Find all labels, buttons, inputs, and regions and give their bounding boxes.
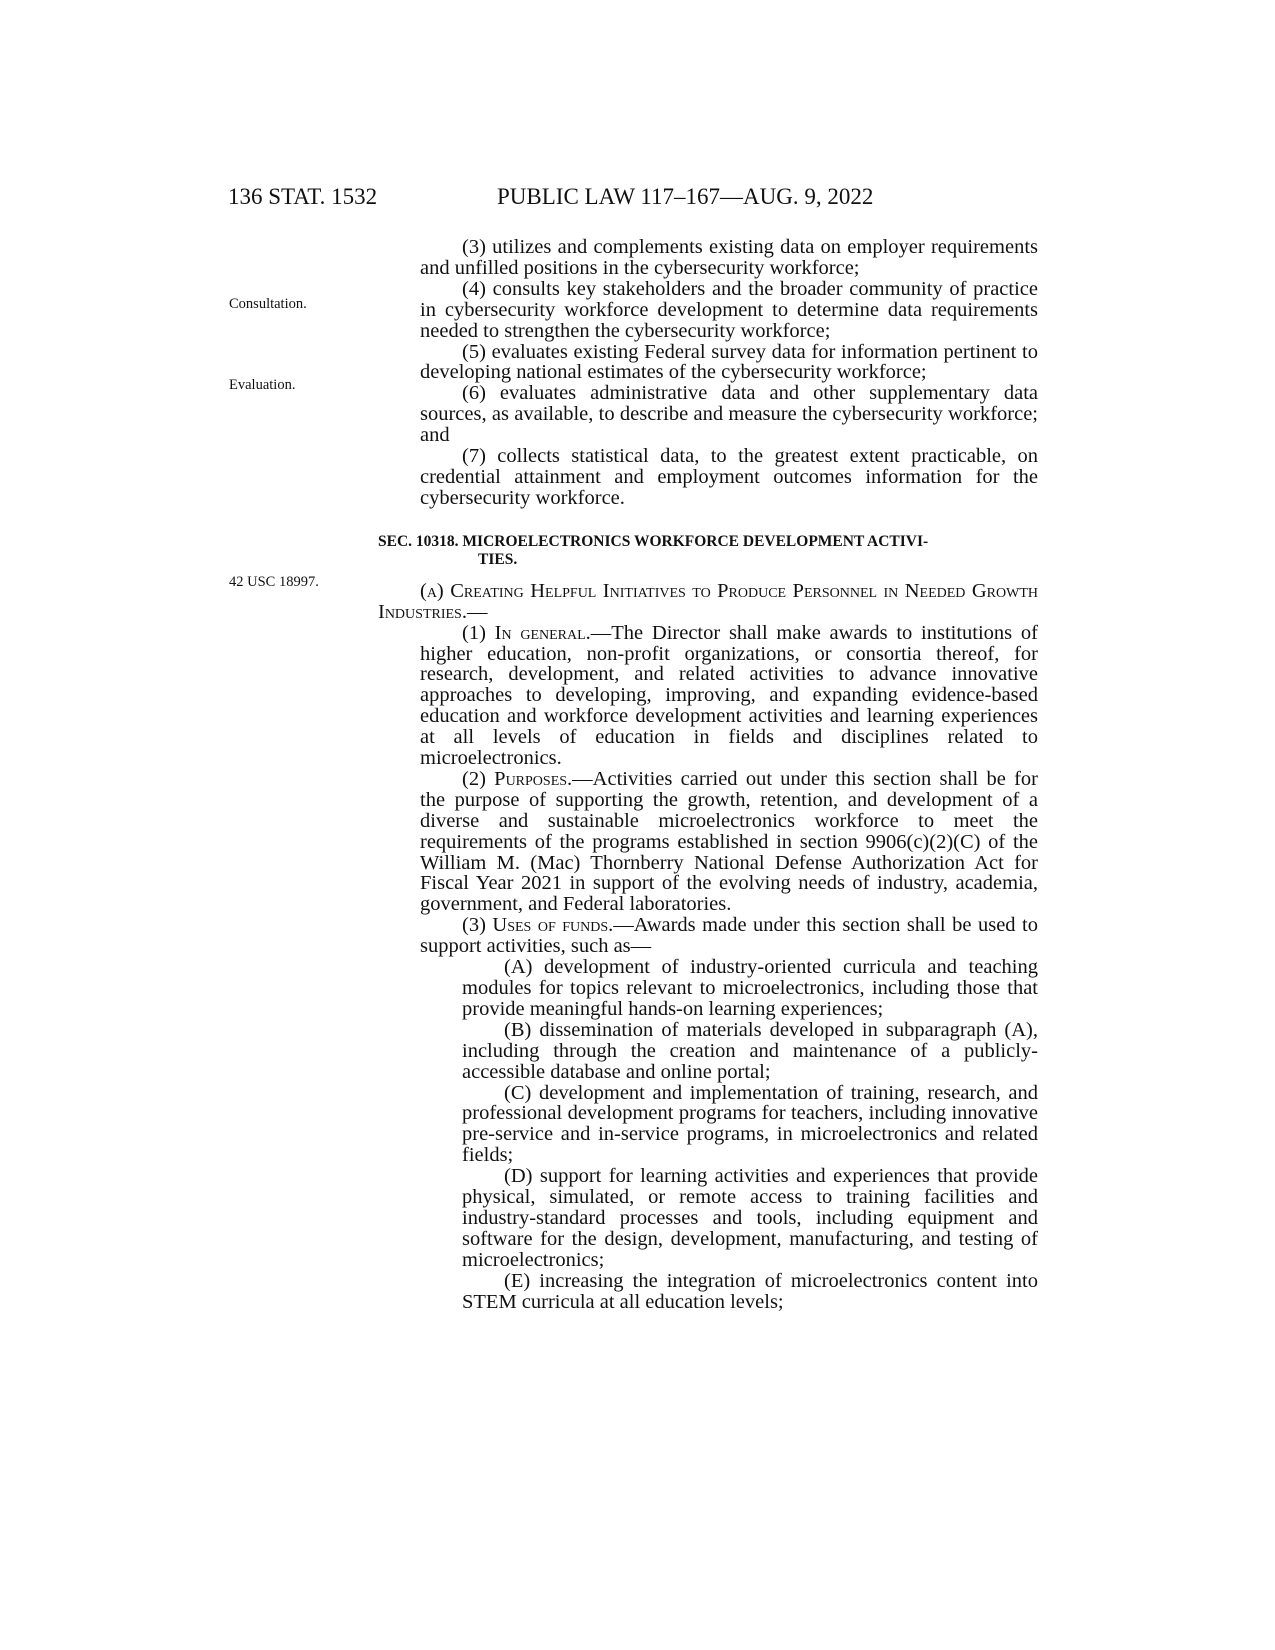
paragraph-a2 — [378, 769, 1038, 915]
paragraph-7: (7) collects statistical data, to the greatest extent practicable, on credential attainment and employment outcomes information for the cybersecurity workforce. — [420, 445, 1038, 509]
subparagraph-B: (B) dissemination of materials developed in subparagraph (A), including through the creation and maintenance of a publicly-accessible database and online portal; — [462, 1018, 1038, 1083]
paragraph-a1-text: The Director shall make awards to institutions of higher education, non-profit organizations, or consortia thereof, for research, development, and related activities to advance innovative approaches to developing, improving, and expanding evidence-based education and workforce development activities and learning experiences at all levels of education in fields and disciplines related to microelectronics. — [420, 621, 1038, 770]
subparagraph-E: (E) increasing the integration of microelectronics content into STEM curricula at all education levels; — [462, 1269, 1038, 1313]
document-body — [378, 237, 1038, 1313]
paragraph-a1-label: (1) In general.— — [462, 621, 612, 644]
paragraph-6: (6) evaluates administrative data and other supplementary data sources, as available, to describe and measure the cybersecurity workforce; and — [420, 382, 1038, 447]
paragraph-3: (3) utilizes and complements existing data on employer requirements and unfilled positions in the cybersecurity workforce; — [420, 236, 1038, 279]
paragraph-4: (4) consults key stakeholders and the broader community of practice in cybersecurity workforce development to determine data requirements needed to strengthen the cybersecurity workforce; — [420, 277, 1038, 342]
paragraph-a3-label: (3) Uses of funds.— — [462, 914, 634, 937]
margin-note-consultation: Consultation. — [229, 296, 307, 312]
margin-note-evaluation: Evaluation. — [229, 377, 296, 393]
page-stat-reference: 136 STAT. 1532 — [228, 184, 378, 209]
subparagraph-D: (D) support for learning activities and experiences that provide physical, simulated, or remote access to training facilities and industry-standard processes and tools, including equipment and software for the design, development, manufacturing, and testing of microelectronics; — [462, 1165, 1038, 1271]
paragraph-5: (5) evaluates existing Federal survey data for information pertinent to developing national estimates of the cybersecurity workforce; — [420, 340, 1038, 384]
subparagraph-A: (A) development of industry-oriented curricula and teaching modules for topics relevant to microelectronics, including those that provide meaningful hands-on learning experiences; — [462, 956, 1038, 1020]
subsection-a-heading: (a) Creating Helpful Initiatives to Produce Personnel in Needed Growth Industries.— — [378, 579, 1038, 623]
subparagraph-C: (C) development and implementation of training, research, and professional development programs for teachers, including innovative pre-service and in-service programs, in microelectronics and related fields; — [462, 1081, 1038, 1167]
paragraph-a2-text: Activities carried out under this section shall be for the purpose of supporting the growth, retention, and development of a diverse and sustainable microelectronics workforce to meet the requirements of the programs established in section 9906(c)(2)(C) of the William M. (Mac) Thornberry National Defense Authorization Act for Fiscal Year 2021 in support of the evolving needs of industry, academia, government, and Federal laboratories. — [420, 767, 1038, 916]
section-heading — [378, 533, 1038, 569]
section-heading-line2: TIES. — [478, 550, 518, 568]
paragraph-a1 — [378, 623, 1038, 769]
running-head-title: PUBLIC LAW 117–167—AUG. 9, 2022 — [497, 184, 874, 209]
margin-note-usc: 42 USC 18997. — [229, 574, 319, 590]
paragraph-a3-text: Awards made under this section shall be used to support activities, such as— — [420, 914, 1038, 958]
paragraph-a2-label: (2) Purposes.— — [462, 767, 593, 790]
paragraph-a3 — [378, 915, 1038, 957]
section-heading-line1: SEC. 10318. MICROELECTRONICS WORKFORCE DEVELOPMENT ACTIVI- — [378, 532, 929, 550]
